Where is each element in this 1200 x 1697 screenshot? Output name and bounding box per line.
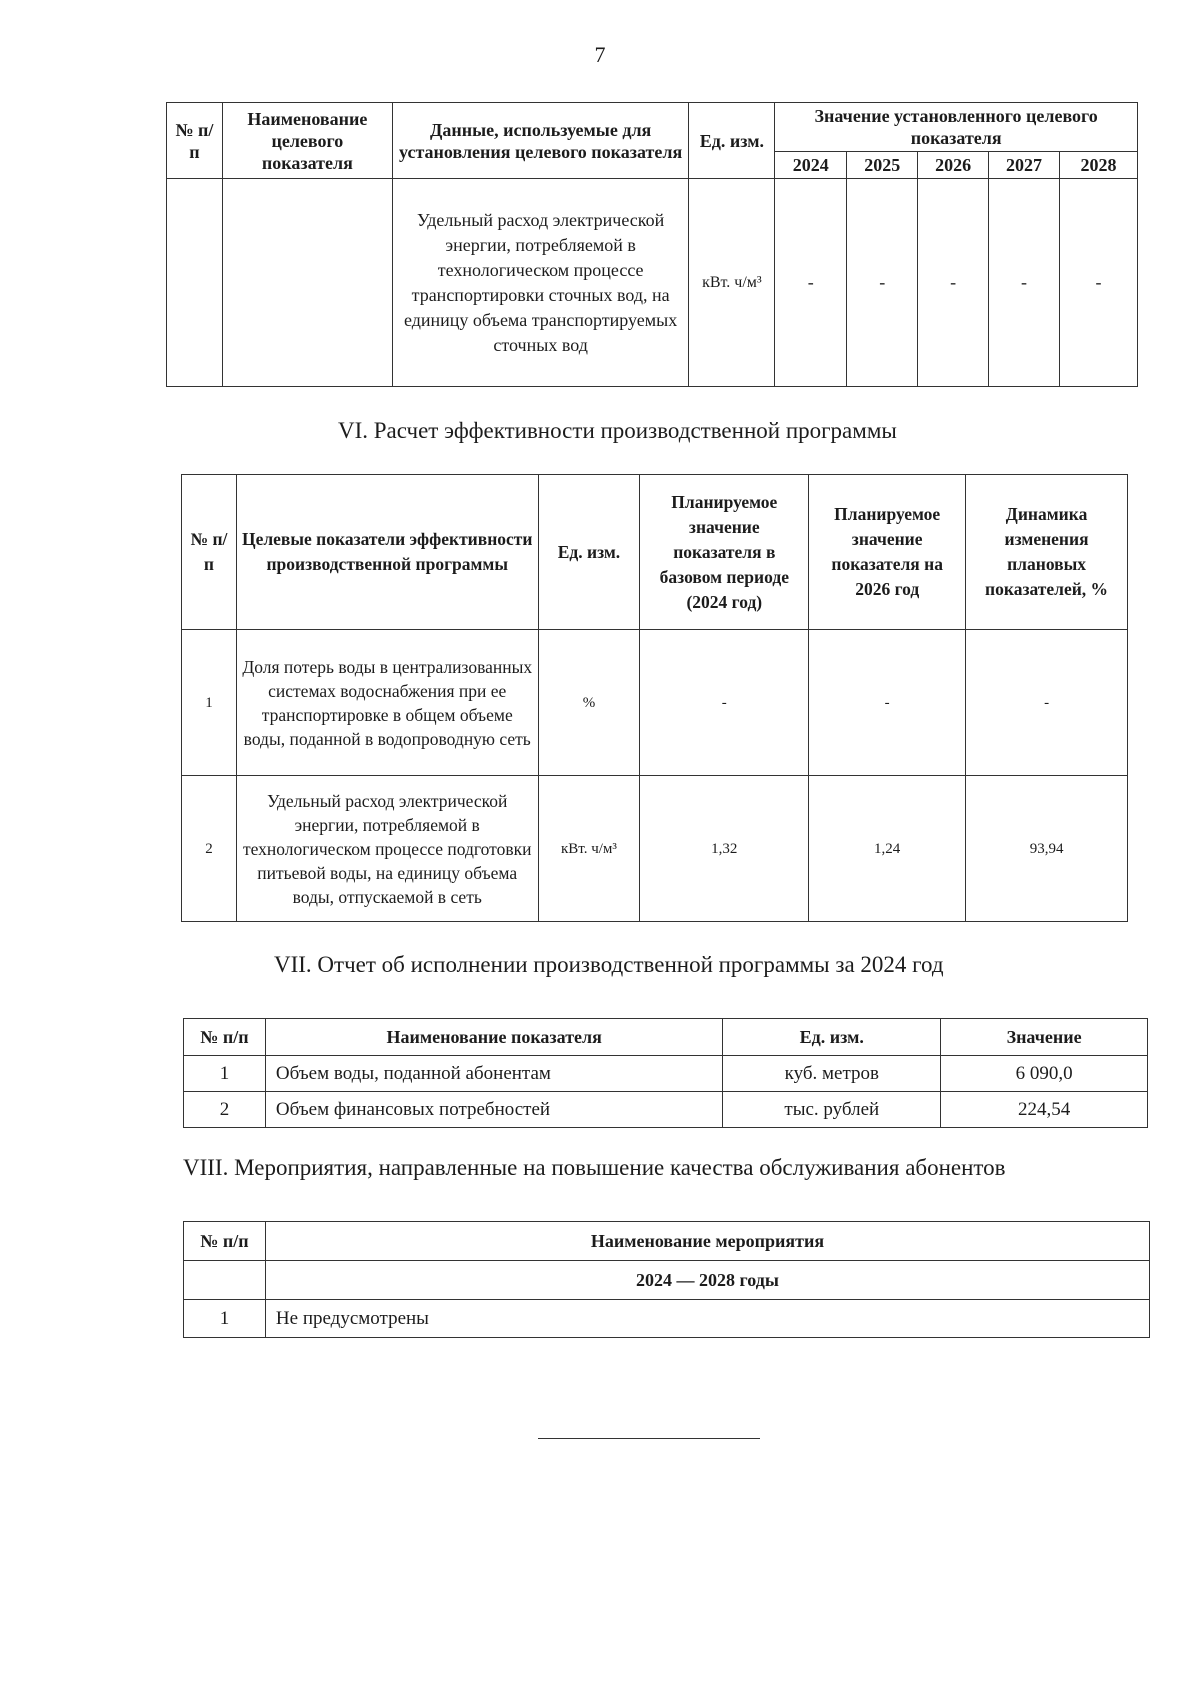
- row-name: Объем воды, поданной абонентам: [265, 1056, 723, 1092]
- row-name: [222, 179, 392, 387]
- row-plan: 1,24: [809, 776, 966, 922]
- row-base: -: [640, 630, 809, 776]
- row-unit: куб. метров: [723, 1056, 941, 1092]
- header-dynamics: Динамика изменения плановых показателей, %: [966, 475, 1128, 630]
- header-num: № п/п: [184, 1019, 266, 1056]
- header-year: 2025: [847, 152, 918, 179]
- row-value: 224,54: [941, 1092, 1148, 1128]
- row-num: 1: [184, 1056, 266, 1092]
- header-data-used: Данные, используемые для установления целевого показателя: [392, 103, 689, 179]
- period-row: [184, 1261, 1150, 1300]
- table-row: [182, 630, 1128, 776]
- row-value: -: [775, 179, 847, 387]
- row-value: -: [918, 179, 989, 387]
- closing-line: [538, 1438, 760, 1439]
- header-unit: Ед. изм.: [538, 475, 640, 630]
- header-value-group: Значение установленного целевого показателя: [775, 103, 1138, 152]
- execution-report-table: [183, 1018, 1148, 1128]
- header-unit: Ед. изм.: [723, 1019, 941, 1056]
- measures-table: [183, 1221, 1150, 1338]
- header-plan-value: Планируемое значение показателя на 2026 год: [809, 475, 966, 630]
- header-name: Наименование показателя: [265, 1019, 723, 1056]
- header-indicator-name: Наименование целевого показателя: [222, 103, 392, 179]
- row-base: 1,32: [640, 776, 809, 922]
- section-title-viii: VIII. Мероприятия, направленные на повышение качества обслуживания абонентов: [183, 1155, 1006, 1180]
- row-value: -: [847, 179, 918, 387]
- header-indicator: Целевые показатели эффективности производственной программы: [236, 475, 538, 630]
- row-name: Не предусмотрены: [265, 1300, 1149, 1338]
- target-indicators-table: [166, 102, 1138, 387]
- row-num: 2: [184, 1092, 266, 1128]
- row-name: Объем финансовых потребностей: [265, 1092, 723, 1128]
- row-plan: -: [809, 630, 966, 776]
- row-unit: кВт. ч/м³: [538, 776, 640, 922]
- header-year: 2026: [918, 152, 989, 179]
- row-num: 1: [182, 630, 237, 776]
- table-row: [184, 1056, 1148, 1092]
- header-num: № п/п: [182, 475, 237, 630]
- header-measure-name: Наименование мероприятия: [265, 1222, 1149, 1261]
- table-row: [167, 179, 1138, 387]
- period-empty-cell: [184, 1261, 266, 1300]
- row-dynamics: -: [966, 630, 1128, 776]
- table-row: [182, 776, 1128, 922]
- row-num: 2: [182, 776, 237, 922]
- row-num: 1: [184, 1300, 266, 1338]
- row-value: -: [1060, 179, 1138, 387]
- row-indicator: Доля потерь воды в централизованных системах водоснабжения при ее транспортировке в общем объеме воды, поданной в водопроводную сеть: [236, 630, 538, 776]
- section-title-vi: VI. Расчет эффективности производственной программы: [338, 418, 897, 443]
- row-data: Удельный расход электрической энергии, потребляемой в технологическом процессе транспортировки сточных вод, на единицу объема транспортируемых сточных вод: [392, 179, 689, 387]
- header-base-value: Планируемое значение показателя в базовом периоде (2024 год): [640, 475, 809, 630]
- row-indicator: Удельный расход электрической энергии, потребляемой в технологическом процессе подготовки питьевой воды, на единицу объема воды, отпускаемой в сеть: [236, 776, 538, 922]
- page-number: 7: [594, 42, 606, 67]
- header-year: 2028: [1060, 152, 1138, 179]
- table-row: [184, 1300, 1150, 1338]
- row-value: -: [989, 179, 1060, 387]
- header-year: 2027: [989, 152, 1060, 179]
- row-value: 6 090,0: [941, 1056, 1148, 1092]
- row-num: [167, 179, 223, 387]
- row-dynamics: 93,94: [966, 776, 1128, 922]
- header-unit: Ед. изм.: [689, 103, 775, 179]
- table-row: [184, 1092, 1148, 1128]
- row-unit: кВт. ч/м³: [689, 179, 775, 387]
- row-unit: %: [538, 630, 640, 776]
- row-unit: тыс. рублей: [723, 1092, 941, 1128]
- header-num: № п/п: [167, 103, 223, 179]
- header-year: 2024: [775, 152, 847, 179]
- efficiency-table: [181, 474, 1128, 922]
- header-value: Значение: [941, 1019, 1148, 1056]
- section-title-vii: VII. Отчет об исполнении производственной программы за 2024 год: [274, 952, 944, 977]
- header-num: № п/п: [184, 1222, 266, 1261]
- period-label: 2024 — 2028 годы: [265, 1261, 1149, 1300]
